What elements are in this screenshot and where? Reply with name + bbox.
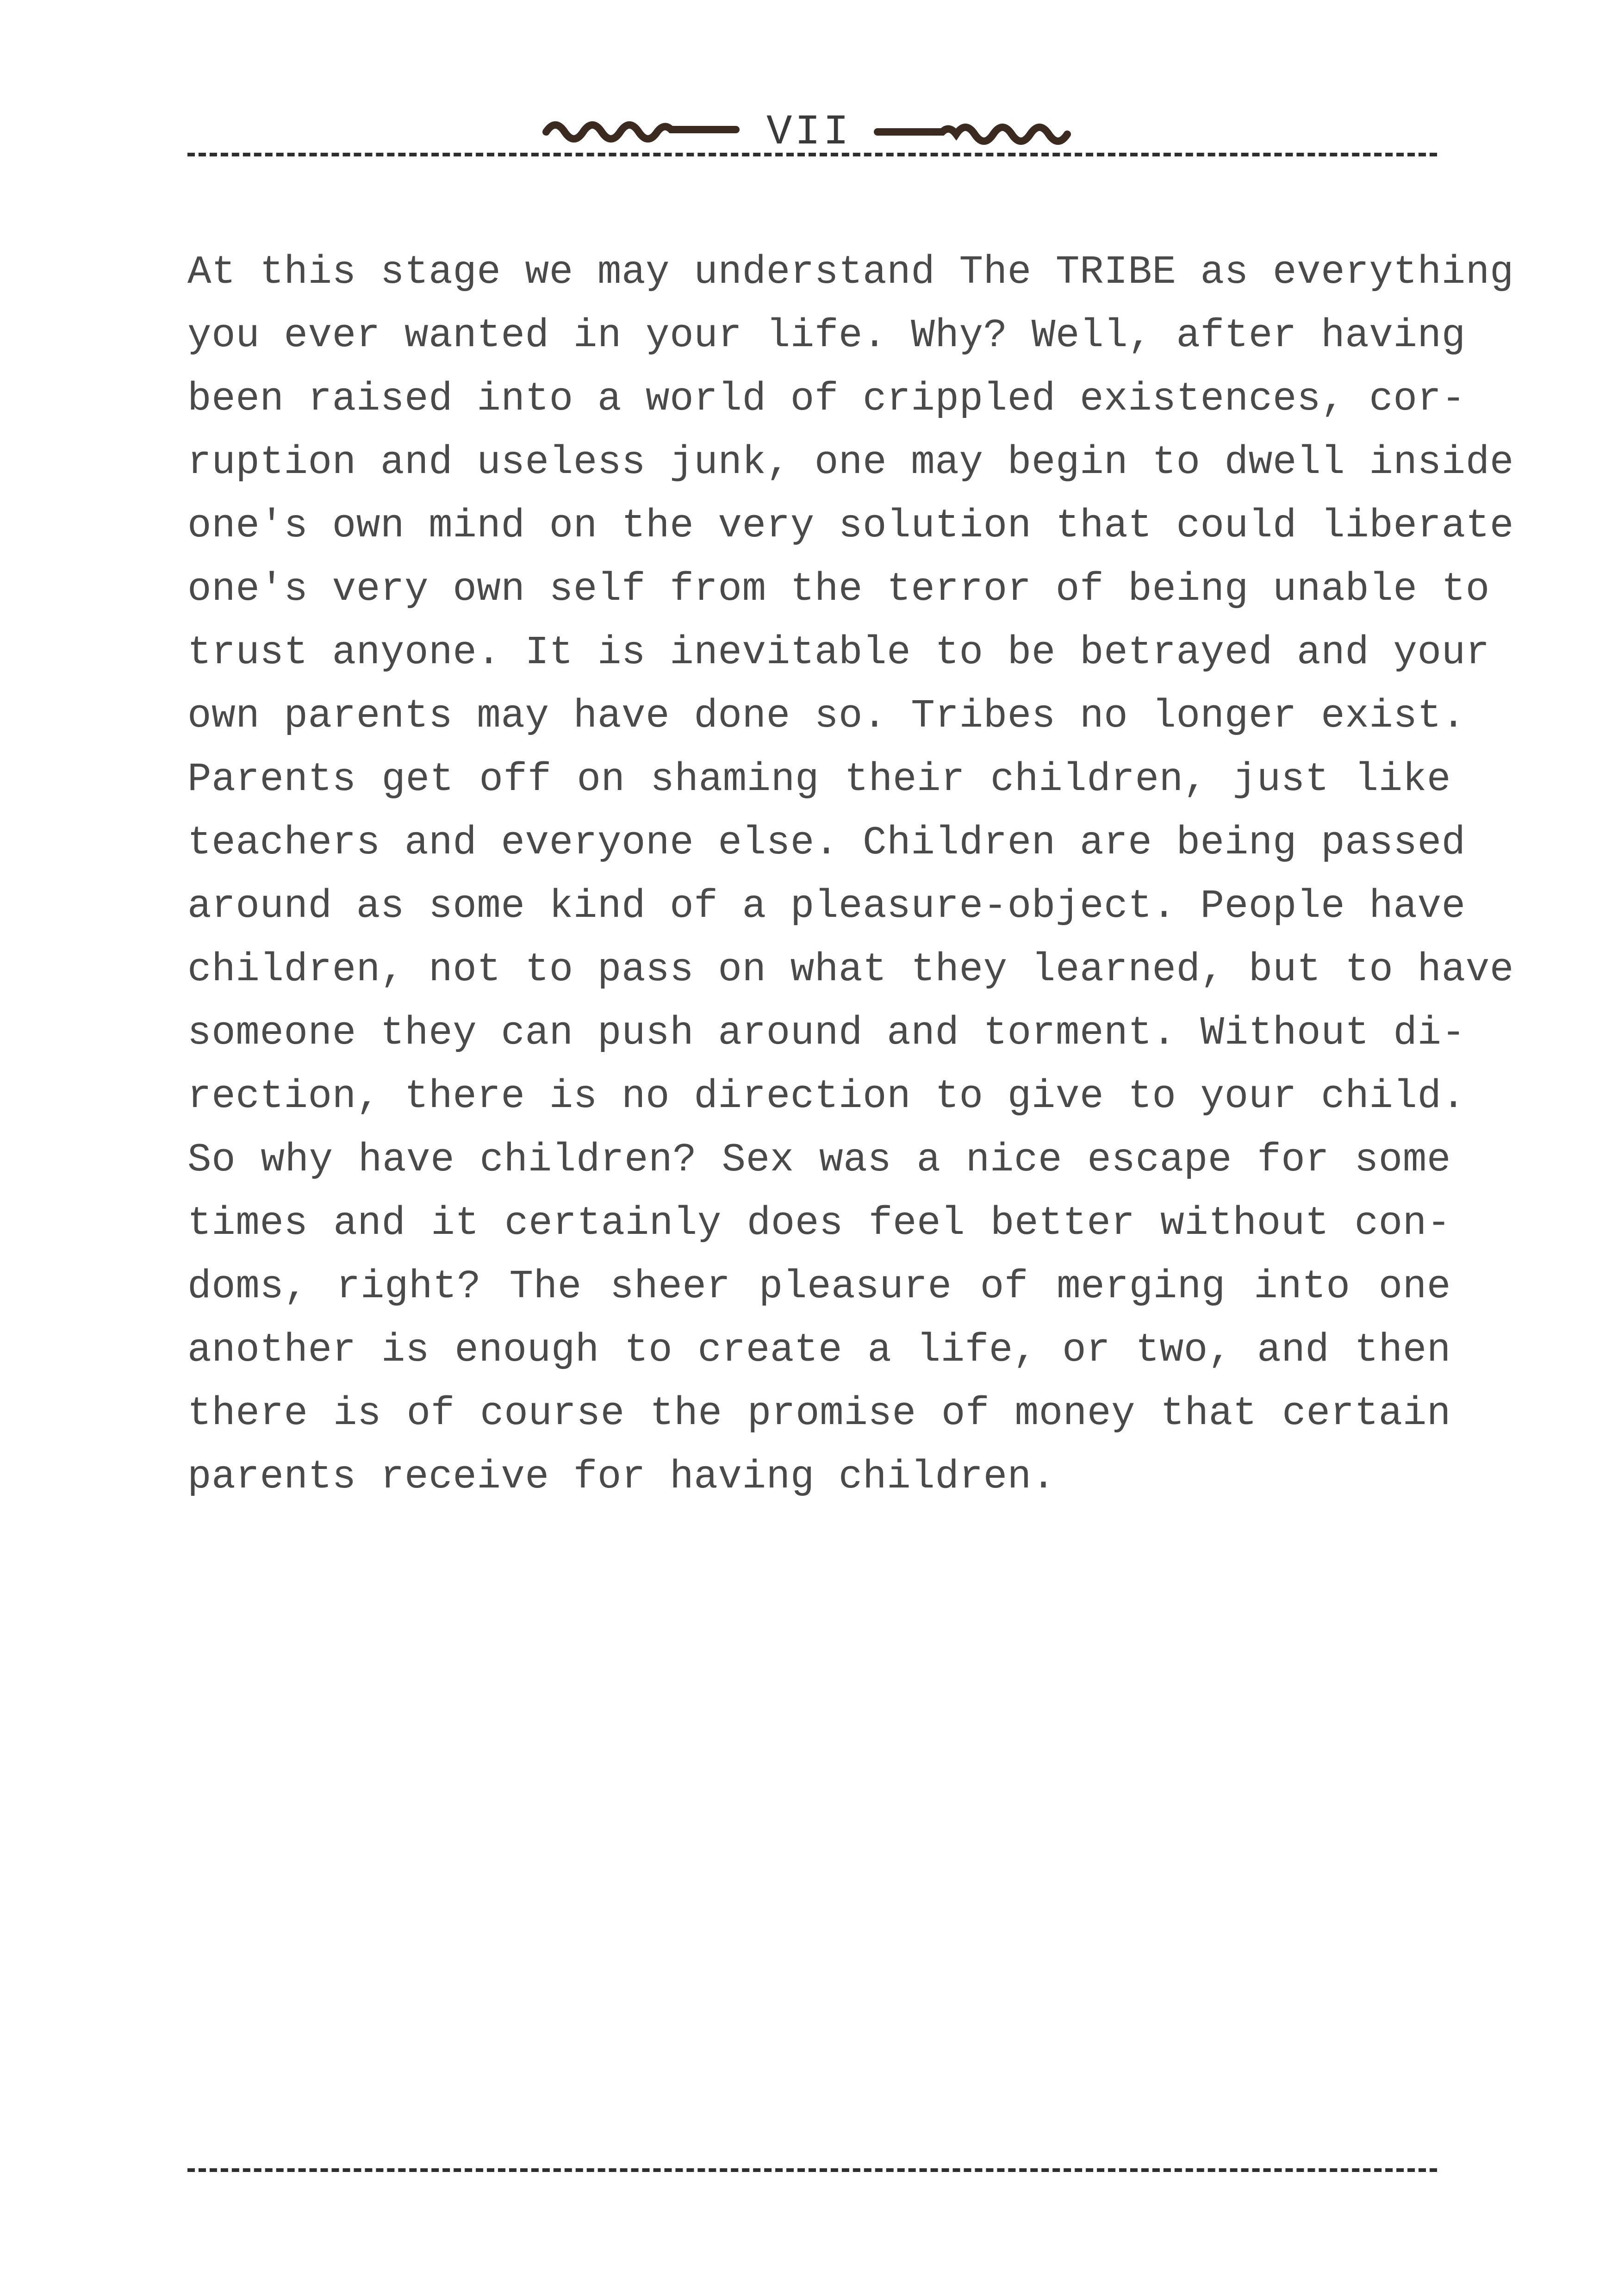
- text-line: there is of course the promise of money that certain: [187, 1391, 1451, 1436]
- text-line: someone they can push around and torment. Without di-: [187, 1010, 1466, 1056]
- right-squiggle-ornament-icon: [868, 111, 1081, 153]
- text-line: times and it certainly does feel better without con-: [187, 1201, 1451, 1246]
- text-line: rection, there is no direction to give to your child.: [187, 1074, 1466, 1119]
- top-dashed-divider: [187, 153, 1437, 156]
- text-line: parents receive for having children.: [187, 1454, 1056, 1500]
- text-line: doms, right? The sheer pleasure of merging into one: [187, 1264, 1451, 1309]
- text-line: around as some kind of a pleasure-object. People have: [187, 884, 1466, 929]
- text-line: trust anyone. It is inevitable to be betrayed and your: [187, 630, 1490, 675]
- text-line: you ever wanted in your life. Why? Well, after having: [187, 313, 1466, 358]
- bottom-dashed-divider: [187, 2168, 1437, 2172]
- left-squiggle-ornament-icon: [537, 111, 750, 153]
- text-line: Parents get off on shaming their children, just like: [187, 757, 1451, 802]
- text-line: another is enough to create a life, or two, and then: [187, 1327, 1451, 1373]
- text-line: So why have children? Sex was a nice escape for some: [187, 1137, 1451, 1182]
- text-line: At this stage we may understand The TRIBE as everything: [187, 249, 1514, 295]
- body-paragraph: [187, 241, 1514, 1509]
- text-line: teachers and everyone else. Children are being passed: [187, 820, 1466, 865]
- text-line: ruption and useless junk, one may begin to dwell inside: [187, 440, 1514, 485]
- text-line: children, not to pass on what they learned, but to have: [187, 947, 1514, 992]
- text-line: own parents may have done so. Tribes no longer exist.: [187, 693, 1466, 739]
- chapter-number: VII: [766, 107, 852, 156]
- text-line: one's own mind on the very solution that could liberate: [187, 503, 1514, 548]
- text-line: one's very own self from the terror of being unable to: [187, 566, 1490, 612]
- text-line: been raised into a world of crippled existences, cor-: [187, 376, 1466, 422]
